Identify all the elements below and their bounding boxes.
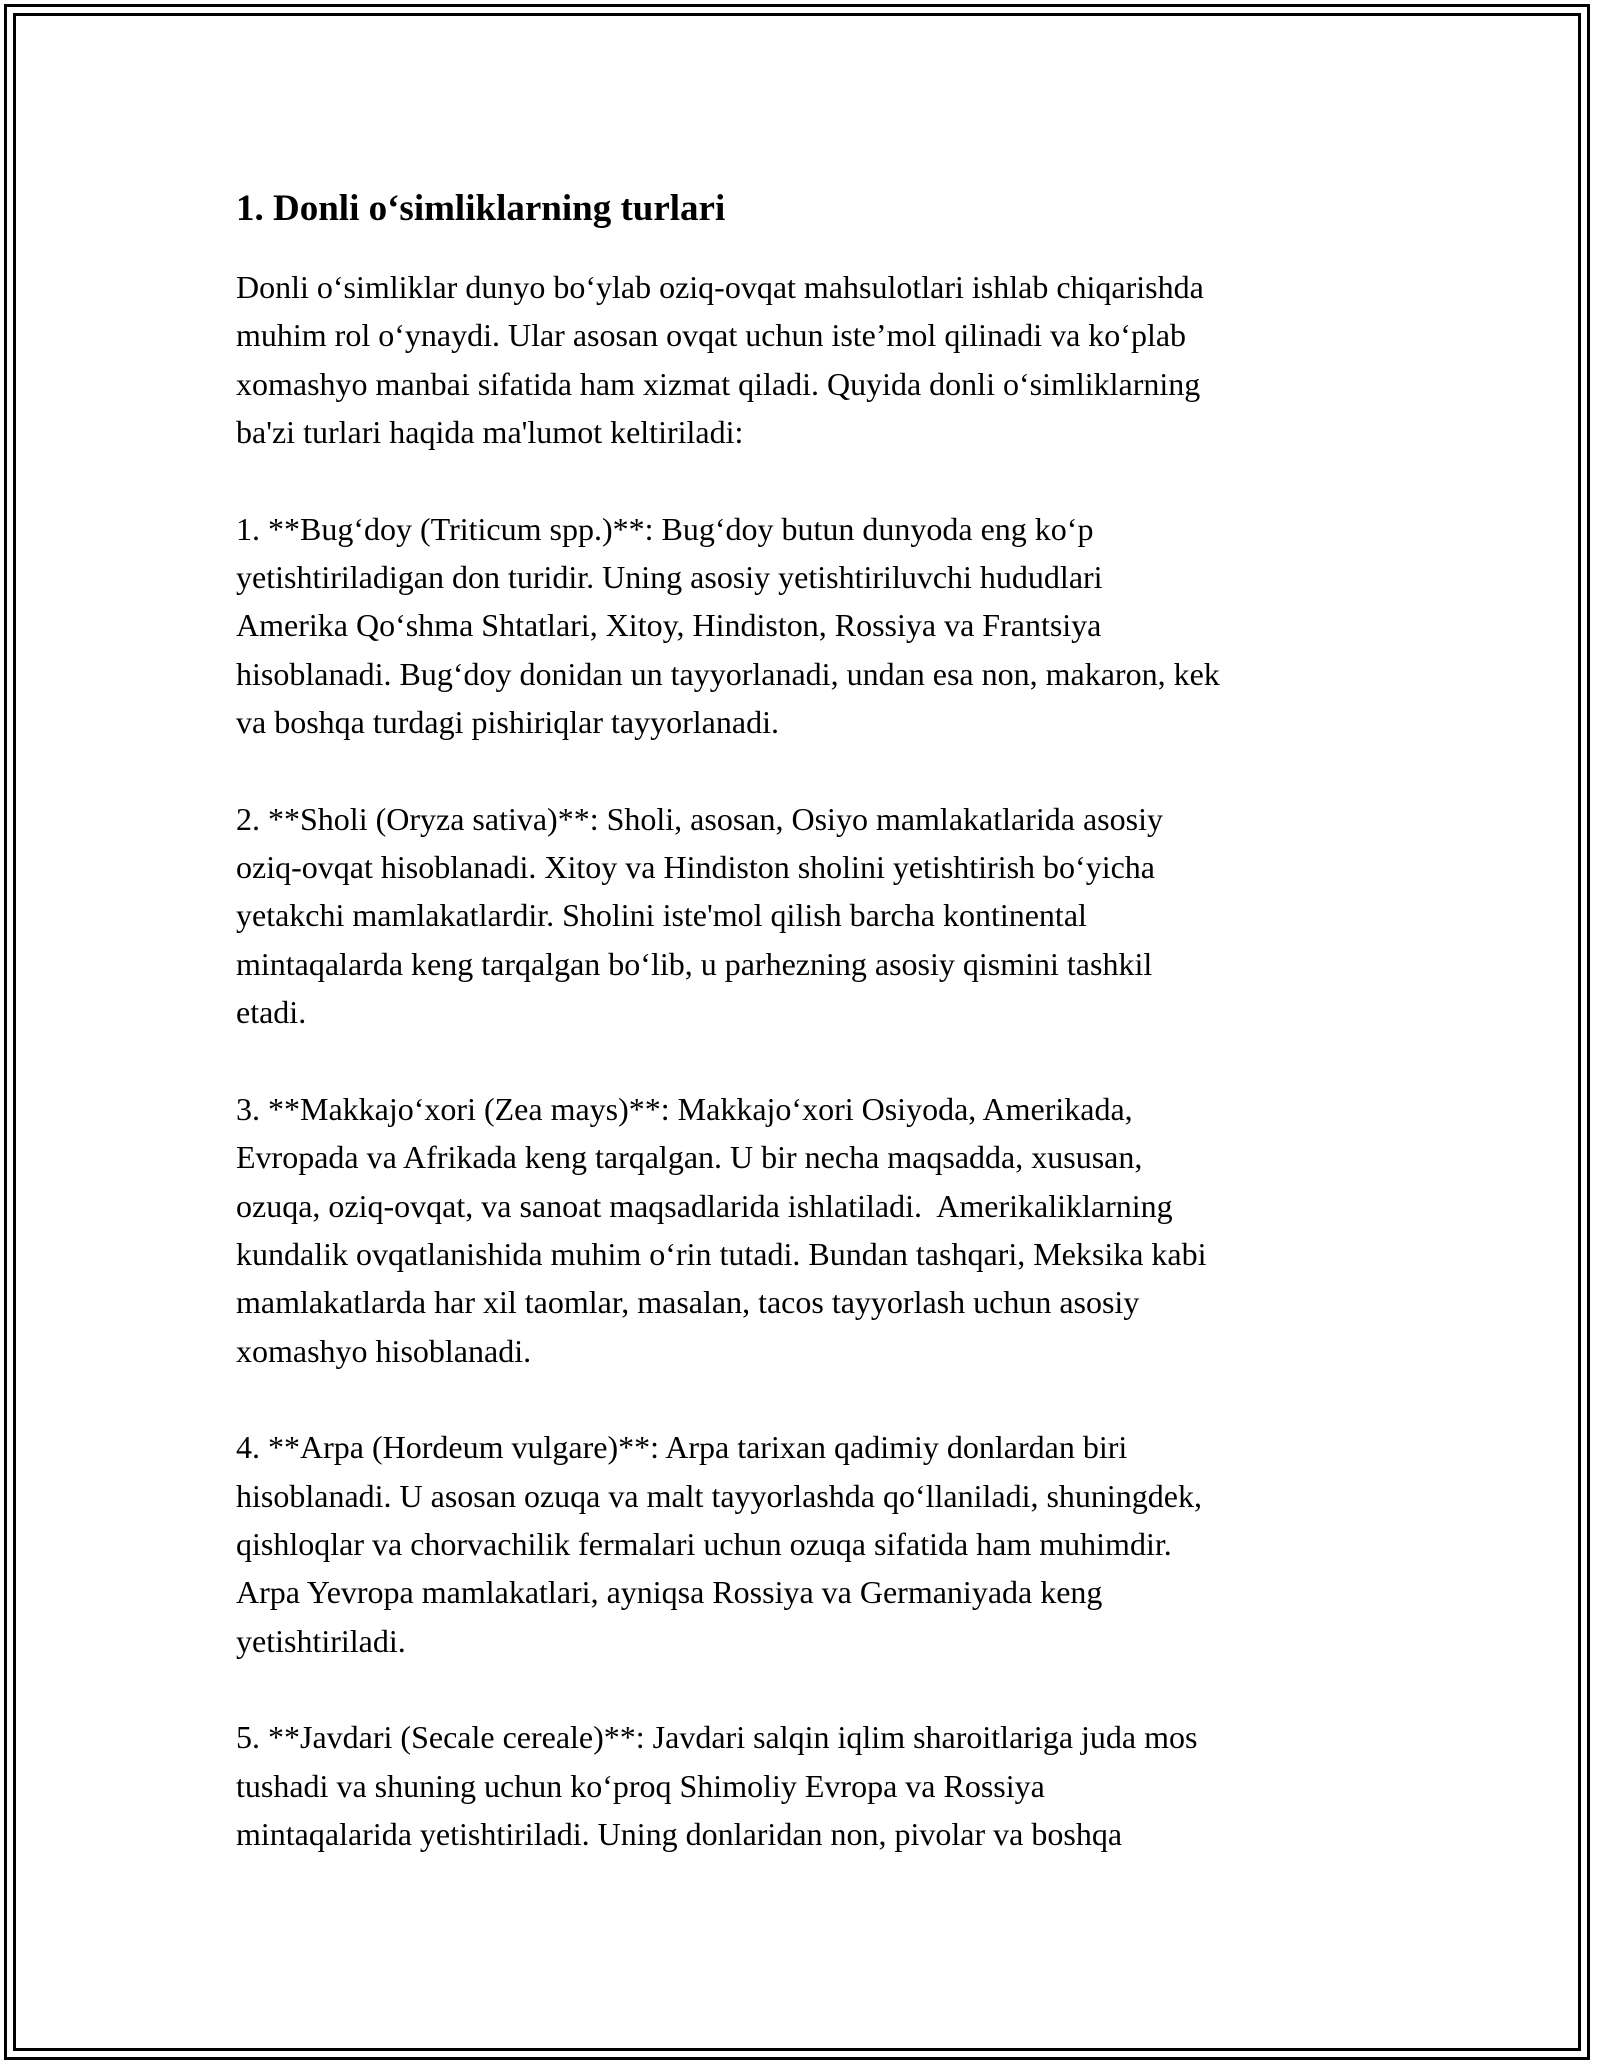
text-line: yetishtiriladi. (236, 1622, 406, 1659)
section-heading: 1. Donli o‘simliklarning turlari (236, 188, 726, 229)
text-line: tushadi va shuning uchun ko‘proq Shimoliy Evropa va Rossiya (236, 1767, 1045, 1804)
text-line: Donli o‘simliklar dunyo bo‘ylab oziq-ovqat mahsulotlari ishlab chiqarishda (236, 269, 1204, 305)
text-line: 4. **Arpa (Hordeum vulgare)**: Arpa tarixan qadimiy donlardan biri (236, 1429, 1128, 1466)
text-line: 2. **Sholi (Oryza sativa)**: Sholi, asosan, Osiyo mamlakatlarida asosiy (236, 800, 1163, 837)
text-line: Amerika Qo‘shma Shtatlari, Xitoy, Hindiston, Rossiya va Frantsiya (236, 607, 1102, 644)
text-line: Arpa Yevropa mamlakatlari, ayniqsa Rossiya va Germaniyada keng (236, 1574, 1103, 1611)
text-line: yetakchi mamlakatlardir. Sholini iste'mol qilish barcha kontinental (236, 897, 1087, 934)
text-line: hisoblanadi. U asosan ozuqa va malt tayyorlashda qo‘llaniladi, shuningdek, (236, 1477, 1202, 1514)
text-line: 5. **Javdari (Secale cereale)**: Javdari salqin iqlim sharoitlariga juda mos (236, 1719, 1198, 1756)
text-line: ozuqa, oziq-ovqat, va sanoat maqsadlarida ishlatiladi. Amerikaliklarning (236, 1187, 1173, 1224)
list-item-rye (236, 1713, 1376, 1858)
list-item-rice (236, 795, 1376, 1037)
list-item-corn (236, 1085, 1376, 1375)
text-line: oziq-ovqat hisoblanadi. Xitoy va Hindiston sholini yetishtirish bo‘yicha (236, 849, 1155, 886)
text-line: etadi. (236, 994, 307, 1031)
document-body (236, 186, 1376, 1858)
text-line: mintaqalarda keng tarqalgan bo‘lib, u parhezning asosiy qismini tashkil (236, 945, 1153, 982)
text-line: kundalik ovqatlanishida muhim o‘rin tutadi. Bundan tashqari, Meksika kabi (236, 1235, 1207, 1272)
text-line: ba'zi turlari haqida ma'lumot keltiriladi: (236, 414, 744, 451)
text-line: Evropada va Afrikada keng tarqalgan. U bir necha maqsadda, xususan, (236, 1139, 1143, 1176)
text-line: mamlakatlarda har xil taomlar, masalan, tacos tayyorlash uchun asosiy (236, 1284, 1140, 1321)
text-line: 3. **Makkajo‘xori (Zea mays)**: Makkajo‘xori Osiyoda, Amerikada, (236, 1090, 1133, 1127)
text-line: mintaqalarida yetishtiriladi. Uning donlaridan non, pivolar va boshqa (236, 1815, 1123, 1852)
text-line: 1. **Bug‘doy (Triticum spp.)**: Bug‘doy butun dunyoda eng ko‘p (236, 510, 1094, 547)
list-item-wheat (236, 505, 1376, 747)
intro-paragraph (236, 263, 1376, 457)
text-line: hisoblanadi. Bug‘doy donidan un tayyorlanadi, undan esa non, makaron, kek (236, 655, 1220, 692)
text-line: muhim rol o‘ynaydi. Ular asosan ovqat uchun iste’mol qilinadi va ko‘plab (236, 317, 1187, 354)
list-item-barley (236, 1423, 1376, 1665)
text-line: va boshqa turdagi pishiriqlar tayyorlanadi. (236, 704, 779, 741)
text-line: xomashyo hisoblanadi. (236, 1332, 532, 1369)
text-line: xomashyo manbai sifatida ham xizmat qiladi. Quyida donli o‘simliklarning (236, 365, 1201, 402)
text-line: qishloqlar va chorvachilik fermalari uchun ozuqa sifatida ham muhimdir. (236, 1525, 1172, 1562)
text-line: yetishtiriladigan don turidir. Uning asosiy yetishtiriluvchi hududlari (236, 559, 1103, 596)
